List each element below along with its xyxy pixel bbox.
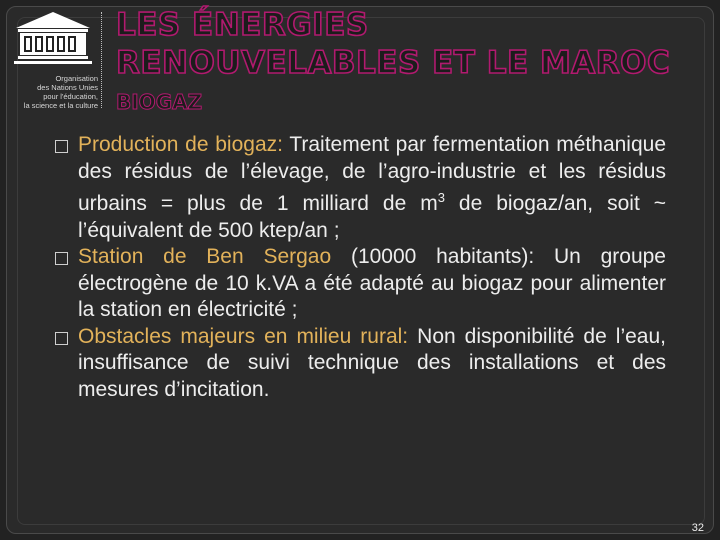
logo-divider [101,12,102,108]
bullet-text: (10000 habitants): Un groupe électrogène de 10 k.VA a été adapté au biogaz pour alimenter la station en électricité ; [78,245,666,321]
bullet-lead: Station de Ben Sergao [78,245,332,268]
superscript: 3 [437,190,445,205]
bullet-list [52,132,666,403]
bullet-lead: Obstacles majeurs en milieu rural: [78,324,409,348]
bullet-item [52,244,666,324]
unesco-caption [6,74,98,110]
square-outline-bullet-icon [55,332,68,345]
bullet-text: Non disponibilité de l’eau, insuffisance de suivi technique des installations et des mesures d’incitation. [78,324,666,401]
bullet-item [52,132,666,244]
slide-title: LES ÉNERGIES RENOUVELABLES ET LE MAROC [116,7,671,81]
unesco-caption-line: pour l'éducation, [43,92,98,101]
square-outline-bullet-icon [55,140,68,153]
unesco-temple-icon [6,10,100,72]
slide-subtitle: BIOGAZ [116,90,203,114]
page-number: 32 [691,522,704,534]
unesco-caption-line: des Nations Unies [37,83,98,92]
square-outline-bullet-icon [55,252,68,265]
bullet-text: de biogaz/an, soit ~ l’équivalent de 500 ktep/an ; [78,192,666,242]
bullet-item [52,324,666,404]
bullet-lead: Production de biogaz: [78,133,283,156]
unesco-caption-line: Organisation [55,74,98,83]
bullet-text: Traitement par fermentation méthanique des résidus de l’élevage, de l’agro-industrie et les résidus urbains = plus de 1 milliard de m [78,133,666,215]
unesco-caption-line: la science et la culture [23,101,98,110]
unesco-logo [6,10,100,110]
